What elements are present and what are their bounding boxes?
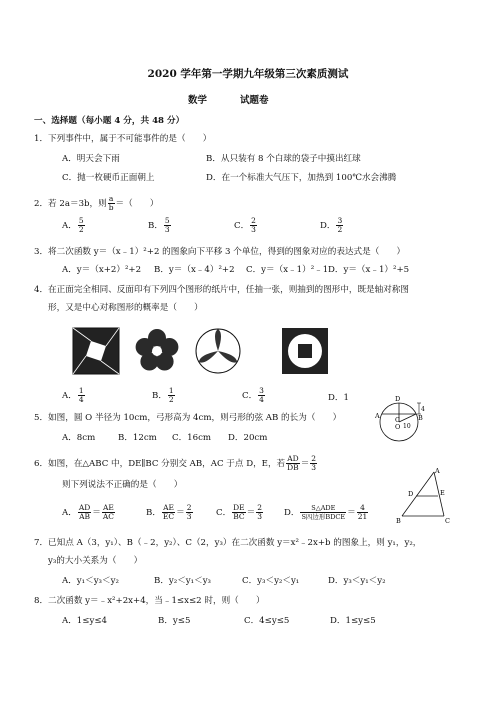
q2-stem [34, 195, 159, 212]
label-d: D [395, 395, 401, 403]
q6-option-b: B． $\frac{AE}{EC}$ ＝ $\frac{2}{3}$ [146, 503, 192, 521]
q2-option-b: B． $\frac{5}{3}$ [148, 216, 170, 234]
label-a: A [375, 412, 380, 420]
figure-flower [136, 329, 179, 371]
q3-option-d: D．y＝（x﹣1）²+5 [328, 265, 410, 275]
q5-circle-figure [372, 394, 426, 444]
q7-stem-line1: 7．已知点 A（3，y₁）、B（﹣2，y₂）、C（2，y₃）在二次函数 y＝x²﹣2x+b 的图象上，则 y₁，y₂， [34, 538, 422, 548]
q3-stem: 3．将二次函数 y＝（x﹣1）²+2 的图象向下平移 3 个单位，得到的图象对应的表达式是（ ） [34, 247, 406, 257]
label-h: 4 [421, 406, 425, 413]
q5-stem: 5．如图，圆 O 半径为 10cm，弓形高为 4cm，则弓形的弦 AB 的长为（ ） [34, 413, 342, 423]
q1-option-d: D．在一个标准大气压下，加热到 100℃水会沸腾 [206, 173, 397, 183]
q8-option-a: A．1≤y≤4 [62, 616, 107, 626]
q5-option-d: D．20cm [228, 433, 268, 443]
q4-option-b: B． $\frac{1}{2}$ [152, 386, 174, 404]
q8-stem: 8．二次函数 y＝﹣x²+2x+4，当﹣1≤x≤2 时，则（ ） [34, 596, 265, 606]
q4-figures [72, 327, 332, 375]
q6-triangle-figure [396, 466, 456, 524]
q6-stem-line2: 则下列说法不正确的是（ ） [62, 480, 183, 490]
q1-option-b: B．从只装有 8 个白球的袋子中摸出红球 [206, 154, 361, 164]
label-r: 10 [403, 423, 411, 430]
label-b: B [396, 517, 401, 524]
q5-option-a: A．8cm [62, 433, 96, 443]
q7-option-c: C．y₃＜y₂＜y₁ [242, 576, 300, 586]
q2-option-c: C． $\frac{2}{3}$ [234, 216, 256, 234]
q4-option-c: C． $\frac{3}{4}$ [242, 386, 264, 404]
q6-option-a: A． $\frac{AD}{AB}$ ＝ $\frac{AE}{AC}$ [62, 503, 115, 521]
q1-option-c: C．抛一枚硬币正面朝上 [62, 173, 155, 183]
section-heading: 一、选择题（每小题 4 分，共 48 分） [34, 116, 185, 126]
q3-option-a: A．y＝（x+2）²+2 [62, 265, 142, 275]
q4-stem-line2: 形，又是中心对称图形的概率是（ ） [48, 303, 203, 313]
q7-stem-line2: y₃的大小关系为（ ） [48, 556, 143, 566]
q6-option-c: C． $\frac{DE}{BC}$ ＝ $\frac{2}{3}$ [216, 503, 263, 521]
q8-option-c: C．4≤y≤5 [244, 616, 290, 626]
label-c: C [445, 517, 450, 524]
label-d: D [408, 490, 414, 498]
q1-option-a: A．明天会下雨 [62, 154, 120, 164]
page-title: 2020 学年第一学期九年级第三次素质测试 [147, 68, 349, 80]
q2-option-d: D． $\frac{3}{2}$ [320, 216, 343, 234]
q2-stem-tail: ＝（ ） [115, 199, 159, 209]
figure-coin [282, 328, 328, 374]
q5-option-b: B．12cm [118, 433, 157, 443]
q3-option-b: B．y＝（x﹣4）²+2 [154, 265, 235, 275]
q8-option-b: B．y≤5 [158, 616, 191, 626]
q4-stem-line1: 4．在正面完全相同、反面印有下列四个图形的纸片中，任抽一张，则抽到的图形中，既是轴对称图 [34, 285, 410, 295]
q2-stem-text: 2．若 2a＝3b，则 [34, 199, 107, 209]
q6-option-d: D． $\frac{\text{S△ADE}}{\text{S四边形BDCE}}$ ＝ $\frac{4}{21}$ [284, 503, 368, 521]
paper-label: 试题卷 [240, 95, 269, 106]
q3-option-c: C．y＝（x﹣1）²﹣1 [246, 265, 329, 275]
label-a: A [435, 467, 440, 475]
subject-label: 数学 [188, 95, 208, 106]
q6-stem: 6．如图，在△ABC 中，DE∥BC 分别交 AB，AC 于点 D，E，若 $\frac{AD}{DB}$ ＝ $\frac{2}{3}$ [34, 454, 317, 472]
label-e: E [440, 489, 445, 497]
q4-option-a: A． $\frac{1}{4}$ [62, 386, 84, 404]
figure-square-pinwheel [73, 328, 119, 374]
label-o: O [395, 423, 401, 431]
q5-option-c: C．16cm [172, 433, 212, 443]
q8-option-d: D．1≤y≤5 [330, 616, 376, 626]
q1-stem: 1．下列事件中，属于不可能事件的是（ ） [34, 134, 212, 144]
q7-option-a: A．y₁＜y₃＜y₂ [62, 576, 119, 586]
q6-condition-fraction: $\frac{AD}{DB}$ [287, 454, 299, 472]
figure-circle-leaves [196, 329, 240, 373]
q2-option-a: A． $\frac{5}{2}$ [62, 216, 84, 234]
q7-option-d: D．y₃＜y₁＜y₂ [328, 576, 386, 586]
label-b: B [418, 414, 423, 422]
q7-option-b: B．y₂＜y₁＜y₃ [154, 576, 211, 586]
label-c: C [395, 416, 400, 424]
q2-fraction: $\frac{a}{b}$ [108, 194, 114, 212]
q4-option-d: D．1 [328, 393, 349, 403]
